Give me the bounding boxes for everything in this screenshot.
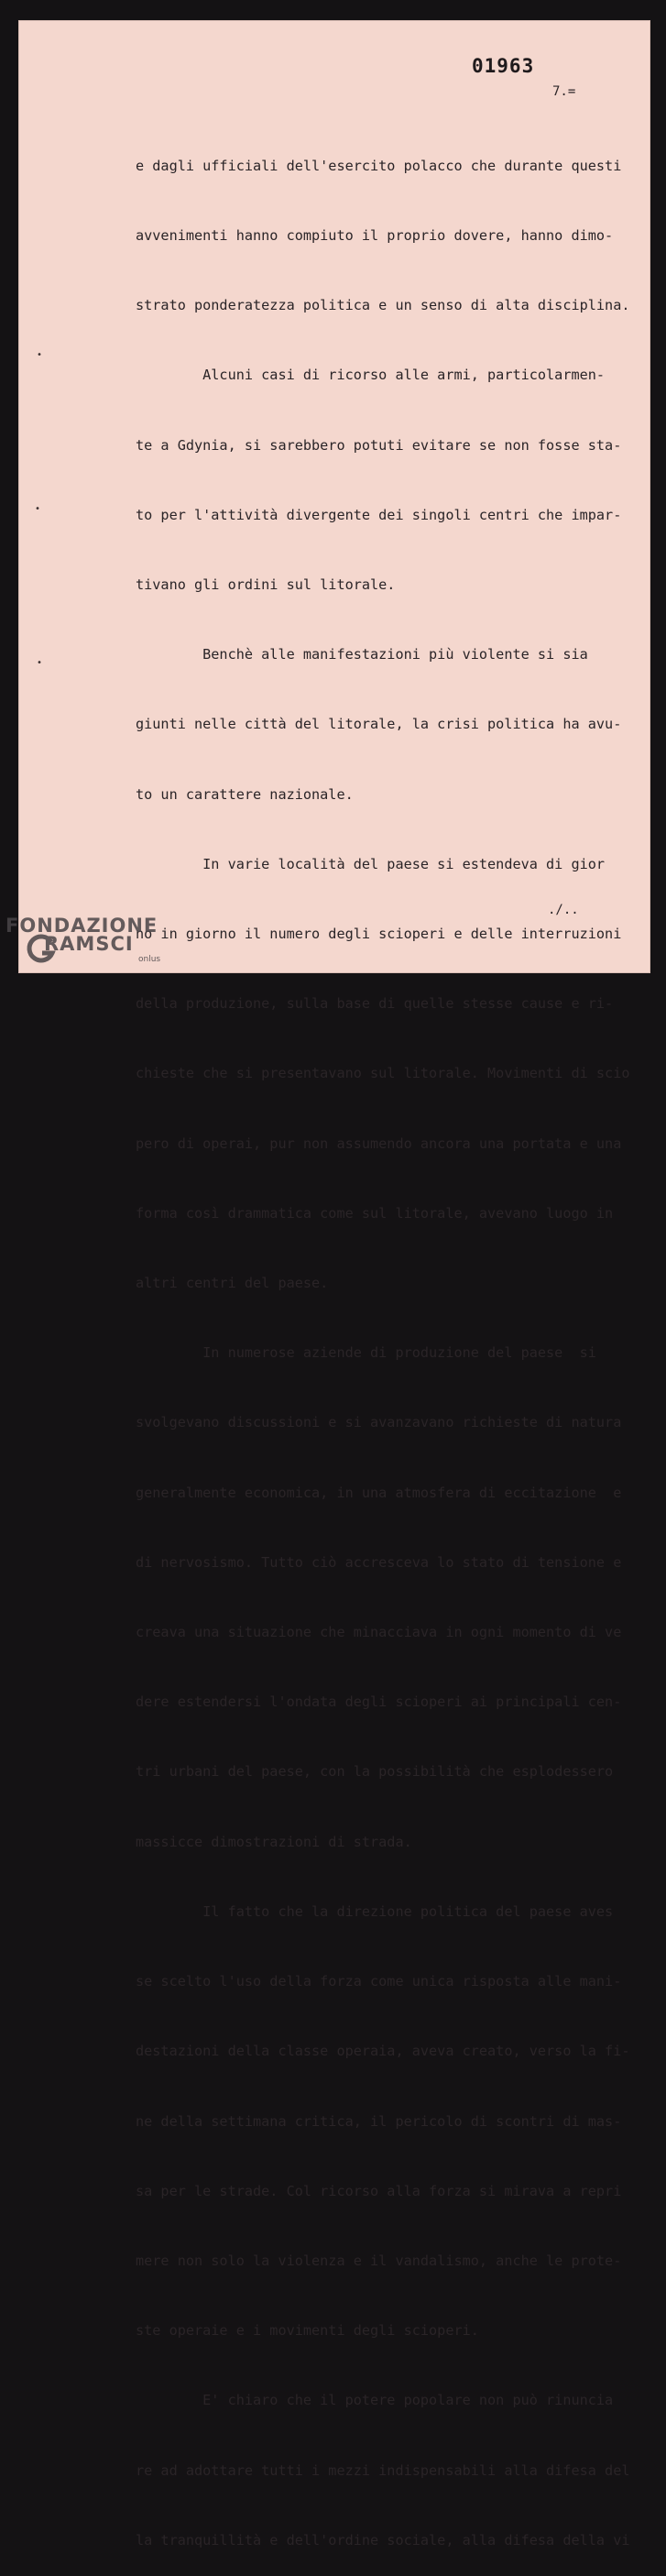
text-line: tri urbani del paese, con la possibilità che esplodessero bbox=[136, 1763, 614, 1781]
archive-watermark bbox=[5, 915, 161, 964]
text-line: Alcuni casi di ricorso alle armi, particolarmen- bbox=[136, 367, 606, 384]
continuation-mark: ./.. bbox=[548, 903, 579, 917]
g-logo-icon bbox=[26, 935, 57, 962]
text-line: sa per le strade. Col ricorso alla forza si mirava a repri bbox=[136, 2182, 622, 2199]
text-line: destazioni della classe operaia, aveva creato, verso la fi- bbox=[136, 2043, 630, 2060]
text-line: altri centri del paese. bbox=[136, 1275, 329, 1292]
text-line: di nervosismo. Tutto ciò accresceva lo stato di tensione e bbox=[136, 1553, 622, 1571]
text-line: pero di operai, pur non assumendo ancora una portata e una bbox=[136, 1135, 622, 1152]
text-line: re ad adottare tutti i mezzi indispensabili alla difesa del bbox=[136, 2461, 630, 2479]
text-line: e dagli ufficiali dell'esercito polacco che durante questi bbox=[136, 157, 622, 174]
text-line: to per l'attività divergente dei singoli centri che impar- bbox=[136, 506, 622, 523]
text-line: no in giorno il numero degli scioperi e delle interruzioni bbox=[136, 926, 622, 943]
text-line: E' chiaro che il potere popolare non può rinuncia bbox=[136, 2392, 614, 2409]
binding-hole-mark: • bbox=[37, 350, 43, 360]
text-line: mere non solo la violenza e il vandalismo, anche le prote- bbox=[136, 2252, 622, 2269]
text-line: generalmente economica, in una atmosfera di eccitazione e bbox=[136, 1484, 622, 1501]
text-line: della produzione, sulla base di quelle stesse cause e ri- bbox=[136, 995, 614, 1013]
text-line: te a Gdynia, si sarebbero potuti evitare se non fosse sta- bbox=[136, 436, 622, 454]
text-line: to un carattere nazionale. bbox=[136, 785, 354, 803]
text-line: chieste che si presentavano sul litorale. Movimenti di scio bbox=[136, 1065, 630, 1082]
text-line: creava una situazione che minacciava in ogni momento di ve bbox=[136, 1624, 622, 1641]
document-number: 01963 bbox=[472, 55, 535, 77]
text-line: svolgevano discussioni e si avanzavano richieste di natura bbox=[136, 1414, 622, 1431]
text-line: tivano gli ordini sul litorale. bbox=[136, 576, 396, 594]
watermark-suffix: onlus bbox=[138, 955, 161, 964]
page-number: 7.= bbox=[552, 84, 576, 99]
text-line: Benchè alle manifestazioni più violente si sia bbox=[136, 646, 588, 663]
text-line: strato ponderatezza politica e un senso di alta disciplina. bbox=[136, 297, 630, 314]
text-line: massicce dimostrazioni di strada. bbox=[136, 1833, 412, 1850]
text-line: dere estendersi l'ondata degli scioperi ai principali cen- bbox=[136, 1694, 622, 1711]
text-line: la tranquillità e dell'ordine sociale, alla difesa della vi bbox=[136, 2531, 630, 2549]
text-line: ste operaie e i movimenti degli scioperi. bbox=[136, 2322, 479, 2340]
text-line: In varie località del paese si estendeva di gior bbox=[136, 855, 606, 872]
text-line: giunti nelle città del litorale, la crisi politica ha avu- bbox=[136, 716, 622, 733]
text-line: ne della settimana critica, il pericolo di scontri di mas- bbox=[136, 2112, 622, 2130]
text-line: In numerose aziende di produzione del paese si bbox=[136, 1344, 596, 1362]
watermark-line2: RAMSCI bbox=[44, 933, 134, 955]
watermark-line1: FONDAZIONE bbox=[5, 915, 158, 937]
binding-hole-mark: • bbox=[35, 504, 41, 514]
text-line: Il fatto che la direzione politica del paese aves bbox=[136, 1902, 614, 1920]
text-line: forma così drammatica come sul litorale, avevano luogo in bbox=[136, 1204, 614, 1222]
typed-text-body bbox=[136, 108, 630, 2576]
text-line: avvenimenti hanno compiuto il proprio dovere, hanno dimo- bbox=[136, 227, 614, 245]
text-line: se scelto l'uso della forza come unica risposta alle mani- bbox=[136, 1973, 622, 1990]
binding-hole-mark: • bbox=[37, 658, 43, 668]
